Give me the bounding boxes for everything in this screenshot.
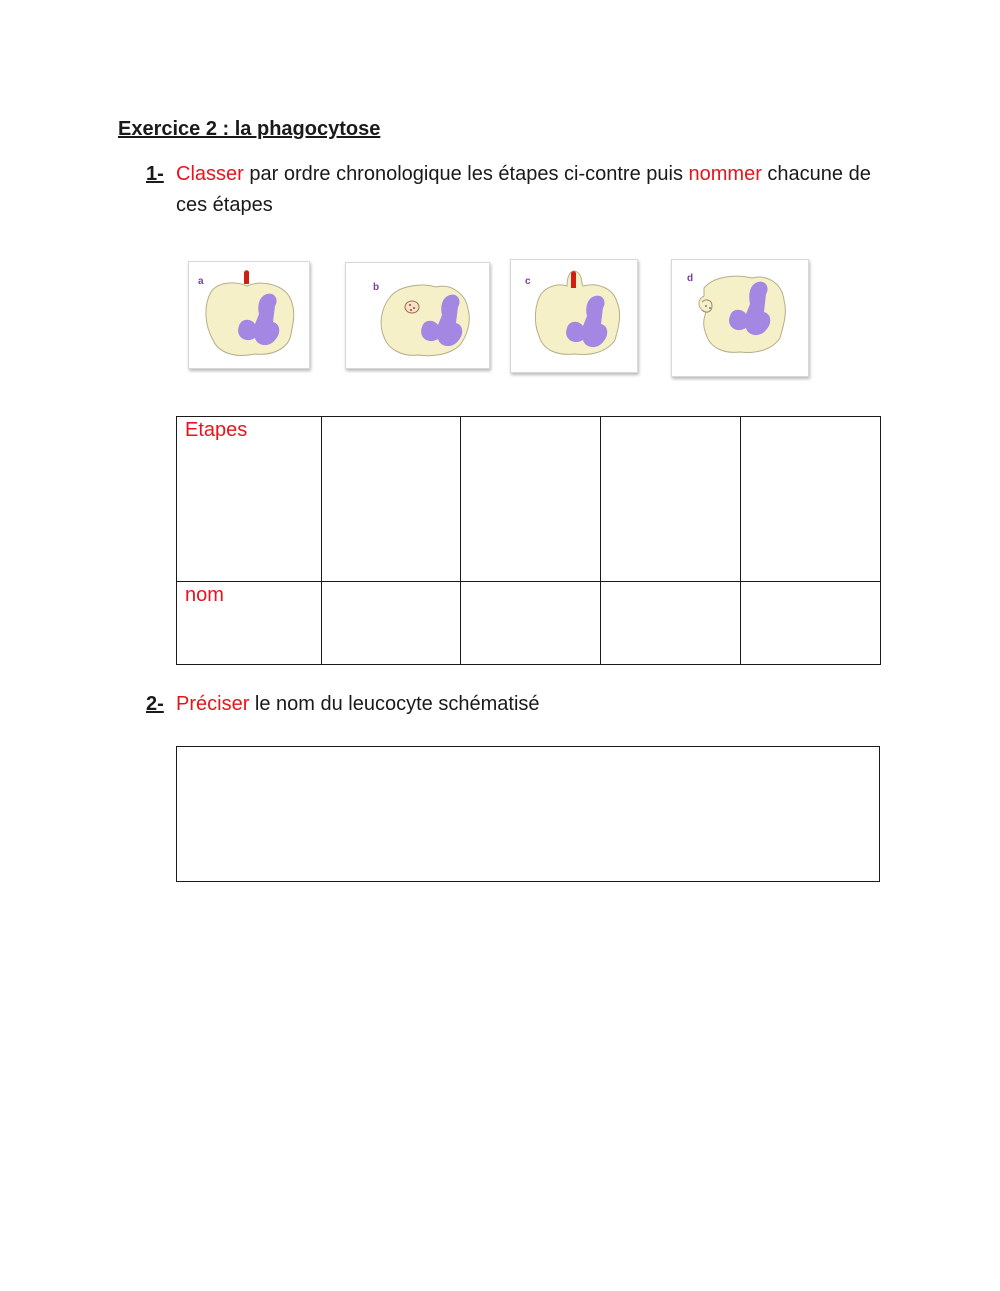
figure-b-label: b — [373, 282, 380, 293]
figure-a — [188, 261, 310, 369]
figure-d — [671, 259, 809, 377]
phagocyte-diagram-c — [511, 260, 637, 372]
table-row-nom — [177, 582, 881, 665]
bacterium-a — [244, 270, 249, 284]
nom-header: nom — [177, 582, 322, 665]
phagocyte-diagram-d — [672, 260, 808, 376]
nom-cell[interactable] — [322, 582, 461, 665]
cytoplasm-a — [206, 283, 294, 356]
question-2-number: 2- — [146, 693, 164, 715]
phagocyte-diagram-b — [346, 263, 489, 368]
figure-a-label: a — [198, 276, 204, 287]
etapes-cell[interactable] — [741, 417, 881, 582]
steps-table — [176, 416, 881, 665]
etapes-cell[interactable] — [601, 417, 741, 582]
figure-b — [345, 262, 490, 369]
figure-c-label: c — [525, 276, 531, 287]
question-2-verb-preciser: Préciser — [176, 693, 250, 715]
exercise-title: Exercice 2 : la phagocytose — [118, 118, 381, 140]
question-1-verb-classer: Classer — [176, 163, 244, 185]
answer-box[interactable] — [176, 746, 880, 882]
etapes-header: Etapes — [177, 417, 322, 582]
question-2-text — [176, 689, 876, 720]
nom-cell[interactable] — [461, 582, 601, 665]
figure-c — [510, 259, 638, 373]
figure-d-label: d — [687, 273, 694, 284]
question-1-verb-nommer: nommer — [688, 163, 762, 185]
nom-cell[interactable] — [601, 582, 741, 665]
question-1-text — [176, 159, 876, 221]
vacuole-b — [405, 301, 419, 313]
nom-cell[interactable] — [741, 582, 881, 665]
question-1-number: 1- — [146, 163, 164, 185]
phagocyte-diagram-a — [189, 262, 309, 368]
table-row-etapes — [177, 417, 881, 582]
question-1-text-part2: chacune de ces étapes — [176, 163, 871, 216]
bacterium-c — [571, 271, 576, 288]
etapes-cell[interactable] — [461, 417, 601, 582]
etapes-cell[interactable] — [322, 417, 461, 582]
question-1-text-part1: par ordre chronologique les étapes ci-contre puis — [243, 163, 689, 185]
question-2-text-rest: le nom du leucocyte schématisé — [249, 693, 540, 715]
